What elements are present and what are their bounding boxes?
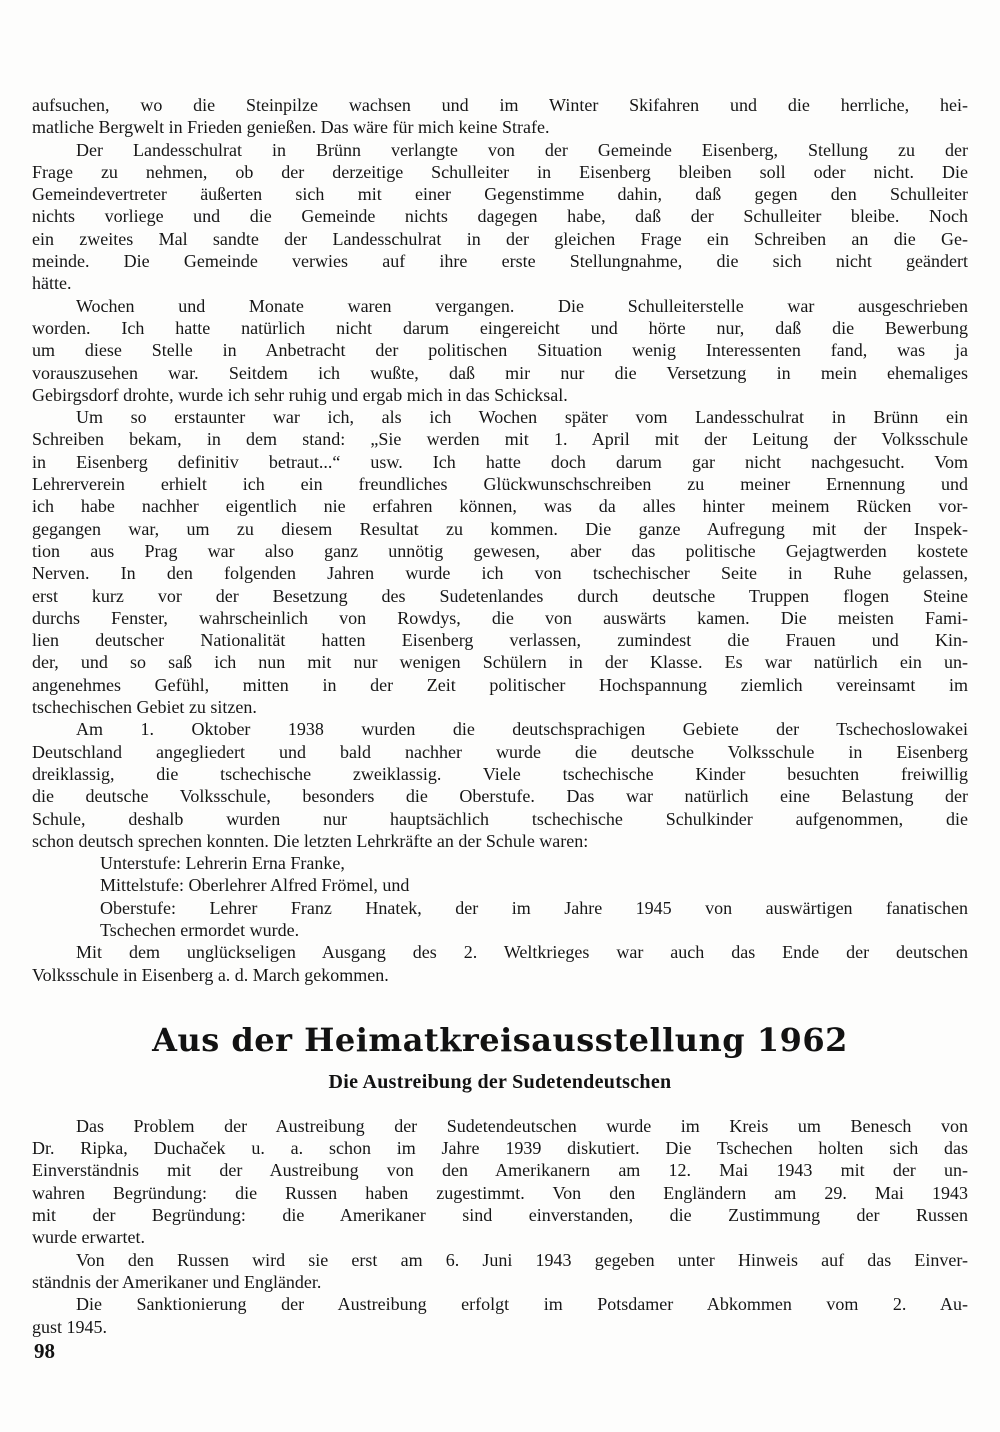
text-line: Mit dem unglückseligen Ausgang des 2. Weltkrieges war auch das Ende der deutschen <box>76 942 968 963</box>
paragraph-russen-zustimmung <box>32 1249 968 1294</box>
text-line: um diese Stelle in Anbetracht der politischen Situation wenig Interessenten fand, was ja <box>32 340 968 361</box>
text-line: dreiklassig, die tschechische zweiklassig. Viele tschechische Kinder besuchten freiwillig <box>32 763 968 784</box>
text-line: Frage zu nehmen, ob der derzeitige Schulleiter in Eisenberg bleiben soll oder nicht. Die <box>32 161 968 182</box>
text-line: lien deutscher Nationalität hatten Eisenberg verlassen, zumindest die Frauen und Kin- <box>32 630 968 651</box>
text-line: Lehrerverein erhielt ich ein freundliches Glückwunschschreiben zu meiner Ernennung und <box>32 474 968 495</box>
text-line: Um so erstaunter war ich, als ich Wochen später vom Landesschulrat in Brünn ein <box>76 407 968 428</box>
paragraph-ende-volksschule <box>32 941 968 986</box>
text-line: schon deutsch sprechen konnten. Die letzten Lehrkräfte an der Schule waren: <box>32 830 589 851</box>
text-line: Unterstufe: Lehrerin Erna Franke, <box>100 853 345 874</box>
paragraph-austreibung-problem <box>32 1115 968 1249</box>
paragraph-oktober-1938 <box>32 718 968 852</box>
paragraph-potsdamer-abkommen <box>32 1293 968 1338</box>
text-line: vorauszusehen war. Seitdem ich wußte, daß mir nur die Versetzung in mein ehemaliges <box>32 362 968 383</box>
text-line: wahren Begründung: die Russen haben zugestimmt. Von den Engländern am 29. Mai 1943 <box>32 1182 968 1203</box>
text-line: Gebirgsdorf drohte, wurde ich sehr ruhig und ergab mich in das Schicksal. <box>32 384 568 405</box>
text-line: Wochen und Monate waren vergangen. Die Schulleiterstelle war ausgeschrieben <box>76 295 968 316</box>
text-line: Das Problem der Austreibung der Sudetendeutschen wurde im Kreis um Benesch von <box>76 1115 968 1136</box>
text-line: worden. Ich hatte natürlich nicht darum eingereicht und hörte nur, daß die Bewerbung <box>32 317 968 338</box>
text-line: meinde. Die Gemeinde verwies auf ihre erste Stellungnahme, die sich nicht geändert <box>32 251 968 272</box>
exhibition-subheading: Die Austreibung der Sudetendeutschen <box>328 1070 672 1093</box>
text-line: wurde erwartet. <box>32 1227 145 1248</box>
text-line: Dr. Ripka, Duchaček u. a. schon im Jahre 1939 diskutiert. Die Tschechen holten sich das <box>32 1138 968 1159</box>
text-line: Einverständnis mit der Austreibung von den Amerikanern am 12. Mai 1943 mit der un- <box>32 1160 968 1181</box>
text-line: in Eisenberg definitiv betraut...“ usw. Ich hatte doch darum gar nicht nachgesucht. Vom <box>32 451 968 472</box>
paragraph-continuation <box>32 94 968 139</box>
text-line: Volksschule in Eisenberg a. d. March gekommen. <box>32 964 389 985</box>
text-line: Der Landesschulrat in Brünn verlangte von der Gemeinde Eisenberg, Stellung zu der <box>76 139 968 160</box>
text-line: erst kurz vor der Besetzung des Sudetenlandes durch deutsche Truppen flogen Steine <box>32 585 968 606</box>
text-line: Tschechen ermordet wurde. <box>100 919 300 940</box>
text-line: Die Sanktionierung der Austreibung erfolgt im Potsdamer Abkommen vom 2. Au- <box>76 1294 968 1315</box>
paragraph-landesschulrat <box>32 139 968 295</box>
text-line: durchs Fenster, wahrscheinlich von Rowdys, die von auswärts kamen. Die meisten Fami- <box>32 607 968 628</box>
text-line: angenehmes Gefühl, mitten in der Zeit politischer Hochspannung ziemlich vereinsamt im <box>32 674 968 695</box>
text-line: tschechischen Gebiet zu sitzen. <box>32 697 257 718</box>
text-line: aufsuchen, wo die Steinpilze wachsen und im Winter Skifahren und die herrliche, hei- <box>32 95 968 115</box>
text-line: der, und so saß ich nun mit nur wenigen Schülern in der Klasse. Es war natürlich ein un- <box>32 652 968 673</box>
text-line: Deutschland angegliedert und bald nachher wurde die deutsche Volksschule in Eisenberg <box>32 741 968 762</box>
text-line: tion aus Prag war also ganz unnötig gewesen, aber das politische Gejagtwerden kostete <box>32 540 968 561</box>
text-line: hätte. <box>32 273 72 294</box>
text-line: Schreiben bekam, in dem stand: „Sie werden mit 1. April mit der Leitung der Volksschule <box>32 429 968 450</box>
text-line: ständnis der Amerikaner und Engländer. <box>32 1271 322 1292</box>
text-line: Nerven. In den folgenden Jahren wurde ich von tschechischer Seite in Ruhe gelassen, <box>32 563 968 584</box>
text-line: ein zweites Mal sandte der Landesschulrat in der gleichen Frage ein Schreiben an die Ge- <box>32 228 968 249</box>
text-line: Von den Russen wird sie erst am 6. Juni 1943 gegeben unter Hinweis auf das Einver- <box>76 1249 968 1270</box>
text-line: Schule, deshalb wurden nur hauptsächlich tschechische Schulkinder aufgenommen, die <box>32 808 968 829</box>
text-line: ich habe nachher eigentlich nie erfahren können, was da alles hinter meinem Rücken vor- <box>32 496 968 517</box>
text-line: nichts vorliege und die Gemeinde nichts dagegen habe, daß der Schulleiter bleibe. Noch <box>32 206 968 227</box>
text-line: mit der Begründung: die Amerikaner sind einverstanden, die Zustimmung der Russen <box>32 1205 968 1226</box>
page-number: 98 <box>34 1339 55 1363</box>
text-line: gust 1945. <box>32 1316 108 1337</box>
text-line: gegangen war, um zu diesem Resultat zu kommen. Die ganze Aufregung mit der Inspek- <box>32 518 968 539</box>
exhibition-heading: Aus der Heimatkreisausstellung 1962 <box>152 1020 848 1059</box>
text-line: Gemeindevertreter äußerten sich mit einer Gegenstimme dahin, daß gegen den Schulleiter <box>32 184 968 205</box>
text-line: Oberstufe: Lehrer Franz Hnatek, der im Jahre 1945 von auswärtigen fanatischen <box>100 897 968 918</box>
page-body <box>32 94 968 1338</box>
paragraph-schulleiterstelle <box>32 295 968 406</box>
text-line: matliche Bergwelt in Frieden genießen. Das wäre für mich keine Strafe. <box>32 117 550 138</box>
teacher-list <box>32 852 968 941</box>
text-line: Mittelstufe: Oberlehrer Alfred Frömel, und <box>100 875 410 896</box>
paragraph-ernennung <box>32 406 968 718</box>
text-line: die deutsche Volksschule, besonders die Oberstufe. Das war natürlich eine Belastung der <box>32 786 968 807</box>
text-line: Am 1. Oktober 1938 wurden die deutschsprachigen Gebiete der Tschechoslowakei <box>76 719 968 740</box>
